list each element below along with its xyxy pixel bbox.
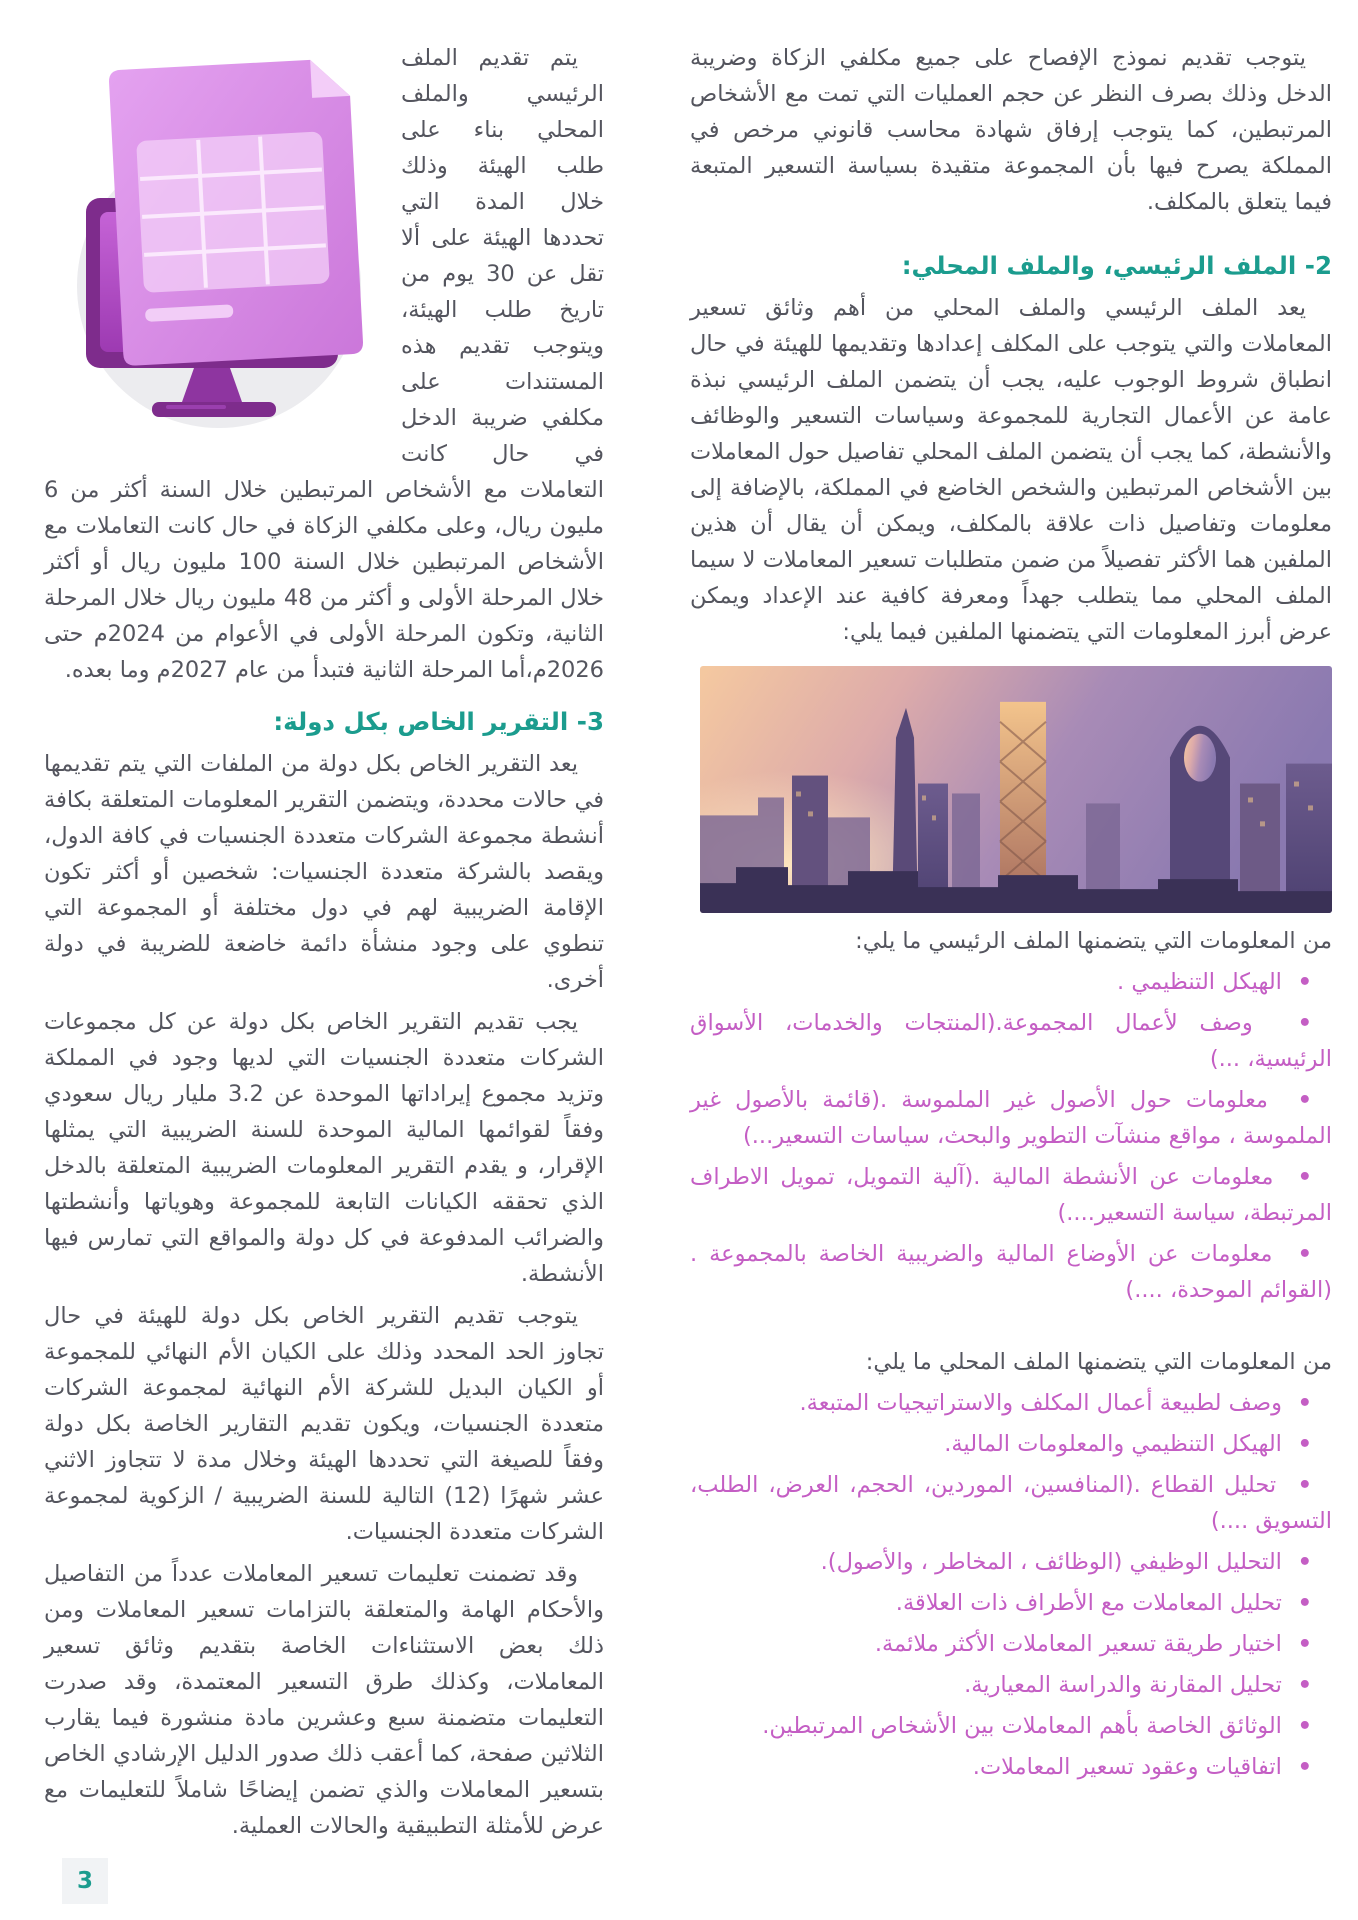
bullet-item: • التحليل الوظيفي (الوظائف ، المخاطر ، والأصول). <box>690 1544 1332 1580</box>
section3-heading: 3- التقرير الخاص بكل دولة: <box>273 707 604 736</box>
bullet-item: • الهيكل التنظيمي . <box>690 964 1332 1000</box>
bullet-item: • تحليل القطاع .(المنافسين، الموردين، الحجم، العرض، الطلب، التسويق ....) <box>690 1467 1332 1539</box>
section2-paragraph: يعد الملف الرئيسي والملف المحلي من أهم وثائق تسعير المعاملات والتي يتوجب على المكلف إعدادها وتقديمها للهيئة في حال انطباق شروط الوجوب عليه، يجب أن يتضمن الملف الرئيسي نبذة عامة عن الأعمال التجارية للمجموعة وسياسات التسعير والوظائف والأنشطة، كما يجب أن يتضمن الملف المحلي تفاصيل حول المعاملات بين الأشخاص المرتبطين والشخص الخاضع في المملكة، بالإضافة إلى معلومات وتفاصيل ذات علاقة بالمكلف، ويمكن أن يقال أن هذين الملفين هما الأكثر تفصيلاً من ضمن متطلبات تسعير المعاملات لا سيما الملف المحلي مما يتطلب جهداً ومعرفة كافية عند الإعداد ويمكن عرض أبرز المعلومات التي يتضمنها الملفين فيما يلي: <box>690 295 1332 645</box>
city-skyline-svg <box>700 666 1332 913</box>
bullet-item: • وصف لطبيعة أعمال المكلف والاستراتيجيات المتبعة. <box>690 1385 1332 1421</box>
section3-paragraph-1: يعد التقرير الخاص بكل دولة من الملفات التي يتم تقديمها في حالات محددة، ويتضمن التقرير المعلومات المتعلقة بكافة أنشطة مجموعة الشركات متعددة الجنسيات في كافة الدول، ويقصد بالشركة متعددة الجنسيات: شخصين أو أكثر تكون الإقامة الضريبية لهم في دول مختلفة أو المجموعة التي تنطوي على وجود منشأة دائمة خاضعة للضريبة في دولة أخرى. <box>44 751 604 993</box>
bullet-item: • معلومات عن الأوضاع المالية والضريبية الخاصة بالمجموعة .(القوائم الموحدة، ....) <box>690 1236 1332 1308</box>
page-number: 3 <box>62 1858 108 1904</box>
section3-paragraph-3: يتوجب تقديم التقرير الخاص بكل دولة للهيئة في حال تجاوز الحد المحدد وذلك على الكيان الأم النهائي للمجموعة أو الكيان البديل للشركة الأم النهائية لمجموعة الشركات متعددة الجنسيات، ويكون تقديم التقارير الخاصة بكل دولة وفقاً للصيغة التي تحددها الهيئة وخلال مدة لا تتجاوز الاثني عشر شهرًا (12) التالية للسنة الضريبية / الزكوية لمجموعة الشركات متعددة الجنسيات. <box>44 1303 604 1545</box>
bullet-item: • تحليل المعاملات مع الأطراف ذات العلاقة. <box>690 1585 1332 1621</box>
bullet-item: • وصف لأعمال المجموعة.(المنتجات والخدمات، الأسواق الرئيسية، ...) <box>690 1005 1332 1077</box>
section3-paragraph-4: وقد تضمنت تعليمات تسعير المعاملات عدداً من التفاصيل والأحكام الهامة والمتعلقة بالتزامات تسعير المعاملات ومن ذلك بعض الاستثناءات الخاصة بتقديم وثائق تسعير المعاملات، وكذلك طرق التسعير المعتمدة، وقد صدرت التعليمات متضمنة سبع وعشرين مادة منشورة فيما يقارب الثلاثين صفحة، كما أعقب ذلك صدور الدليل الإرشادي الخاص بتسعير المعاملات والذي تضمن إيضاحًا شاملاً للتعليمات مع عرض للأمثلة التطبيقية والحالات العملية. <box>44 1561 604 1839</box>
paragraph-disclosure-form: يتوجب تقديم نموذج الإفصاح على جميع مكلفي الزكاة وضريبة الدخل وذلك بصرف النظر عن حجم العمليات التي تمت مع الأشخاص المرتبطين، كما يتوجب إرفاق شهادة محاسب قانوني مرخص في المملكة يصرح فيها بأن المجموعة متقيدة بسياسة التسعير المتبعة فيما يتعلق بالمكلف. <box>690 45 1332 215</box>
section3-paragraph-2: يجب تقديم التقرير الخاص بكل دولة عن كل مجموعات الشركات متعددة الجنسيات التي لديها وجود في المملكة وتزيد مجموع إيراداتها الموحدة عن 3.2 مليار ريال سعودي وفقاً لقوائمها المالية الموحدة للسنة الضريبية التي يمثلها الإقرار، و يقدم التقرير المعلومات الضريبية المتعلقة بالدخل الذي تحققه الكيانات التابعة للمجموعة وهوياتها وأنشطتها والضرائب المدفوعة في كل دولة والمواقع التي تمارس فيها الأنشطة. <box>44 1009 605 1287</box>
bullet-item: • الهيكل التنظيمي والمعلومات المالية. <box>690 1426 1332 1462</box>
master-file-list <box>690 964 1332 1308</box>
bullet-item: • معلومات عن الأنشطة المالية .(آلية التمويل، تمويل الاطراف المرتبطة، سياسة التسعير....) <box>690 1159 1332 1231</box>
left-column <box>44 40 604 1844</box>
paragraph-submission-deadlines: يتم تقديم الملف الرئيسي والملف المحلي بناء على طلب الهيئة وذلك خلال المدة التي تحددها الهيئة على ألا تقل عن 30 يوم من تاريخ طلب الهيئة، ويتوجب تقديم هذه المستندات على مكلفي ضريبة الدخل في حال كانت التعاملات مع الأشخاص المرتبطين خلال السنة أكثر من 6 مليون ريال، وعلى مكلفي الزكاة في حال كانت التعاملات مع الأشخاص المرتبطين خلال السنة 100 مليون ريال أو أكثر خلال المرحلة الأولى و أكثر من 48 مليون ريال خلال المرحلة الثانية، وتكون المرحلة الأولى في الأعوام من 2024م حتى 2026م،أما المرحلة الثانية فتبدأ من عام 2027م وما بعده. <box>44 45 604 683</box>
document-icon <box>108 58 363 366</box>
local-file-list <box>690 1385 1332 1785</box>
monitor-document-illustration <box>44 46 379 431</box>
city-skyline-image <box>690 666 1332 913</box>
bullet-item: • اختيار طريقة تسعير المعاملات الأكثر ملائمة. <box>690 1626 1332 1662</box>
local-file-list-intro: من المعلومات التي يتضمنها الملف المحلي ما يلي: <box>865 1349 1332 1375</box>
bullet-item: • معلومات حول الأصول غير الملموسة .(قائمة بالأصول غير الملموسة ، مواقع منشآت التطوير والبحث، سياسات التسعير...) <box>690 1082 1332 1154</box>
right-column <box>690 40 1332 1844</box>
monitor-document-svg <box>44 46 379 431</box>
master-file-list-intro: من المعلومات التي يتضمنها الملف الرئيسي ما يلي: <box>855 928 1332 954</box>
bullet-item: • اتفاقيات وعقود تسعير المعاملات. <box>690 1749 1332 1785</box>
bullet-item: • تحليل المقارنة والدراسة المعيارية. <box>690 1667 1332 1703</box>
bullet-item: • الوثائق الخاصة بأهم المعاملات بين الأشخاص المرتبطين. <box>690 1708 1332 1744</box>
section2-heading: 2- الملف الرئيسي، والملف المحلي: <box>901 251 1332 280</box>
